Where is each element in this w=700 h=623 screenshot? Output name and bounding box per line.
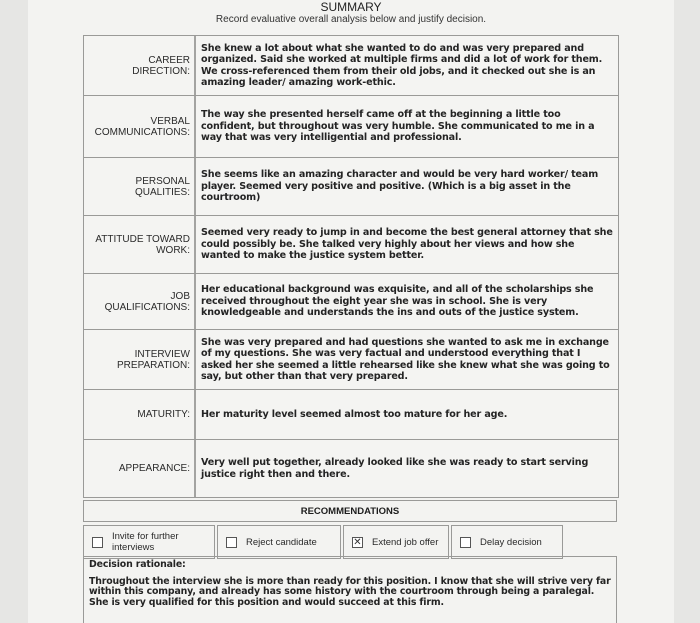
evaluation-grid: [83, 35, 619, 498]
option-extend-label: Extend job offer: [372, 536, 439, 548]
row-maturity: [84, 390, 618, 440]
row-attitude-toward-work: [84, 216, 618, 274]
recommendations-options: [83, 525, 617, 559]
label-verbal-communications: VERBAL COMMUNICATIONS:: [84, 96, 196, 157]
checkbox-reject[interactable]: [226, 537, 237, 548]
rationale-label: Decision rationale:: [89, 559, 186, 570]
label-career-direction: CAREER DIRECTION:: [84, 36, 196, 95]
option-reject-candidate[interactable]: [217, 525, 341, 559]
option-delay-label: Delay decision: [480, 536, 542, 548]
text-personal-qualities[interactable]: She seems like an amazing character and would be very hard worker/ team player. Seemed very positive and positive. (Which is a big asset in the courtroom): [201, 169, 599, 204]
text-verbal-communications[interactable]: The way she presented herself came off at the beginning a little too confident, but throughout was very humble. She communicated to me in a way that was very intelligential and professional.: [201, 109, 595, 144]
text-job-qualifications[interactable]: Her educational background was exquisite, and all of the scholarships she received throughout the eight year she was in school. She is very knowledgeable and understands the ins and outs of the justice system.: [201, 284, 594, 319]
row-job-qualifications: [84, 274, 618, 330]
rationale-text: Throughout the interview she is more than ready for this position. I know that she will strive very far within this company, and already has some history with the courtroom through being a paralegal. She is very qualified for this position and would succeed at this firm.: [89, 575, 611, 608]
decision-rationale[interactable]: [83, 556, 617, 623]
label-interview-preparation: INTERVIEW PREPARATION:: [84, 330, 196, 389]
text-interview-preparation[interactable]: She was very prepared and had questions she wanted to ask me in exchange of my questions. She was very factual and understood everything that I asked her she seemed a little rehearsed like she knew what she was going to say, but other than that very prepared.: [201, 336, 610, 382]
option-extend-job-offer[interactable]: [343, 525, 449, 559]
option-invite-label: Invite for further interviews: [112, 531, 179, 553]
checkbox-invite[interactable]: [92, 537, 103, 548]
label-personal-qualities: PERSONAL QUALITIES:: [84, 158, 196, 215]
label-attitude-toward-work: ATTITUDE TOWARD WORK:: [84, 216, 196, 273]
label-maturity: MATURITY:: [84, 390, 196, 439]
text-maturity[interactable]: Her maturity level seemed almost too mature for her age.: [201, 408, 508, 420]
summary-subtitle: Record evaluative overall analysis below and justify decision.: [215, 14, 487, 25]
checkbox-delay[interactable]: [460, 537, 471, 548]
checkbox-extend-checked-icon[interactable]: ✕: [353, 536, 362, 548]
label-job-qualifications: JOB QUALIFICATIONS:: [84, 274, 196, 329]
text-attitude-toward-work[interactable]: Seemed very ready to jump in and become the best general attorney that she could possibly be. She talked very highly about her views and how she wanted to make the justice system better.: [201, 227, 613, 262]
row-personal-qualities: [84, 158, 618, 216]
option-reject-label: Reject candidate: [246, 536, 317, 548]
label-appearance: APPEARANCE:: [84, 440, 196, 497]
summary-title: SUMMARY: [320, 0, 382, 14]
row-verbal-communications: [84, 96, 618, 158]
text-appearance[interactable]: Very well put together, already looked like she was ready to start serving justice right then and there.: [201, 457, 589, 480]
text-career-direction[interactable]: She knew a lot about what she wanted to do and was very prepared and organized. Said she worked at multiple firms and did a lot of work for them. We cross-referenced them from their old jobs, and it checked out she is an amazing leader/ amazing work-ethic.: [201, 42, 603, 88]
option-delay-decision[interactable]: [451, 525, 563, 559]
option-invite-further-interviews[interactable]: [83, 525, 215, 559]
recommendations-header: RECOMMENDATIONS: [83, 500, 617, 522]
row-appearance: [84, 440, 618, 497]
row-career-direction: [84, 36, 618, 96]
row-interview-preparation: [84, 330, 618, 390]
